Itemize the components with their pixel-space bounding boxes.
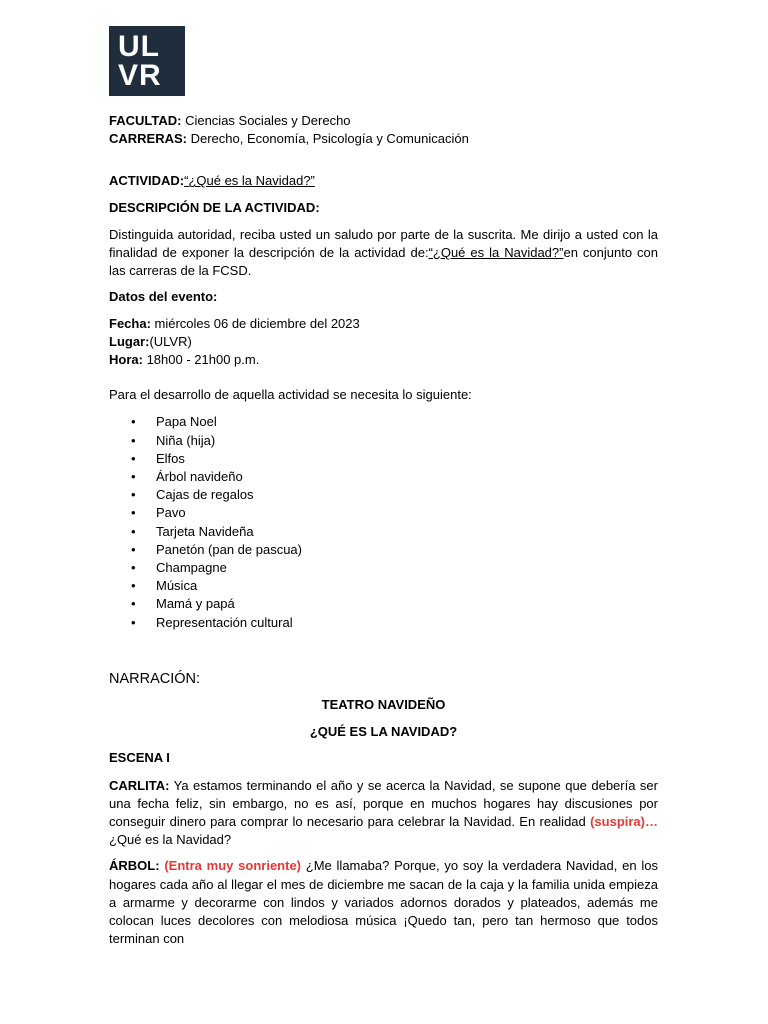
requisitos-list: [109, 413, 658, 631]
scene-heading: ESCENA I: [109, 750, 170, 766]
narracion-heading: NARRACIÓN:: [109, 670, 201, 687]
bullet-icon: •: [131, 414, 136, 430]
bullet-icon: •: [131, 469, 136, 484]
fecha-value: miércoles 06 de diciembre del 2023: [150, 315, 360, 331]
lugar-line: [109, 333, 658, 351]
list-item: • Champagne: [109, 559, 658, 577]
list-item: • Pavo: [109, 504, 658, 522]
arbol-dialogue: ÁRBOL: (Entra muy sonriente) ¿Me llamaba? Porque, yo soy la verdadera Navidad, en los hogares cada año al llegar el mes de diciembre me sacan de la caja y la familia unida empieza a armarme y decorarme con lindos y variados adornos dorados y plateados, además me colocan luces decolores con melodiosa música ¡Quedo tan, pero tan hermoso que todos terminan con: [109, 858, 658, 947]
ulvr-logo: [109, 26, 185, 96]
list-item: • Mamá y papá: [109, 595, 658, 613]
bullet-icon: •: [131, 596, 136, 612]
bullet-icon: •: [131, 432, 136, 448]
list-item: • Árbol navideño: [109, 468, 658, 486]
list-item: • Panetón (pan de pascua): [109, 541, 658, 559]
logo-line-1: UL: [118, 30, 160, 63]
bullet-icon: •: [131, 487, 136, 503]
lugar-value: (ULVR): [149, 333, 192, 349]
bullet-icon: •: [131, 614, 136, 630]
evento-heading: Datos del evento:: [109, 289, 218, 305]
facultad-line: [109, 112, 658, 130]
carreras-line: [109, 130, 658, 148]
document-body: [109, 112, 658, 948]
descripcion-paragraph: [109, 226, 658, 281]
play-subtitle: ¿QUÉ ES LA NAVIDAD?: [309, 724, 458, 740]
stage-direction: (suspira)…: [590, 813, 658, 829]
fecha-label: Fecha:: [109, 315, 151, 331]
descripcion-text: Distinguida autoridad, reciba usted un saludo por parte de la suscrita. Me dirijo a usted con la finalidad de exponer la descripción de la actividad de:: [109, 226, 658, 261]
carreras-value: Derecho, Economía, Psicología y Comunicación: [187, 131, 469, 147]
actividad-line: [109, 172, 658, 190]
actividad-value: “¿Qué es la Navidad?”: [184, 173, 315, 189]
fecha-line: [109, 315, 658, 333]
list-item: • Papa Noel: [109, 413, 658, 431]
descripcion-heading: DESCRIPCIÓN DE LA ACTIVIDAD:: [109, 199, 320, 215]
list-item: • Cajas de regalos: [109, 486, 658, 504]
descripcion-activity-name: “¿Qué es la Navidad?”: [428, 245, 564, 261]
carlita-dialogue: CARLITA: Ya estamos terminando el año y se acerca la Navidad, se supone que debería ser una fecha feliz, sin embargo, no es así, porque en muchos hogares hay discusiones por conseguir dinero para comprar lo necesario para celebrar la Navidad. En realidad (suspira)… ¿Qué es la Navidad?: [109, 777, 658, 848]
logo-line-2: VR: [118, 59, 162, 92]
carreras-label: CARRERAS:: [109, 131, 187, 147]
list-item: • Niña (hija): [109, 432, 658, 450]
requisitos-intro: Para el desarrollo de aquella actividad se necesita lo siguiente:: [109, 387, 472, 403]
facultad-label: FACULTAD:: [109, 113, 182, 128]
descripcion-text-end: en conjunto con las carreras de la FCSD.: [109, 245, 659, 279]
hora-label: Hora:: [109, 352, 143, 368]
play-title: TEATRO NAVIDEÑO: [321, 696, 446, 712]
facultad-value: Ciencias Sociales y Derecho: [181, 113, 351, 128]
speaker-arbol: ÁRBOL:: [109, 858, 160, 874]
bullet-icon: •: [131, 541, 136, 557]
hora-value: 18h00 - 21h00 p.m.: [142, 352, 260, 368]
bullet-icon: •: [131, 450, 136, 466]
list-item: • Representación cultural: [109, 614, 658, 632]
bullet-icon: •: [131, 505, 136, 521]
lugar-label: Lugar:: [109, 333, 150, 349]
speaker-carlita: CARLITA:: [109, 777, 170, 793]
bullet-icon: •: [131, 559, 136, 575]
bullet-icon: •: [131, 578, 136, 594]
list-item: • Elfos: [109, 450, 658, 468]
list-item: • Tarjeta Navideña: [109, 523, 658, 541]
hora-line: [109, 351, 658, 369]
list-item: • Música: [109, 577, 658, 595]
stage-direction: (Entra muy sonriente): [164, 858, 301, 874]
bullet-icon: •: [131, 523, 136, 539]
actividad-label: ACTIVIDAD:: [109, 173, 185, 189]
